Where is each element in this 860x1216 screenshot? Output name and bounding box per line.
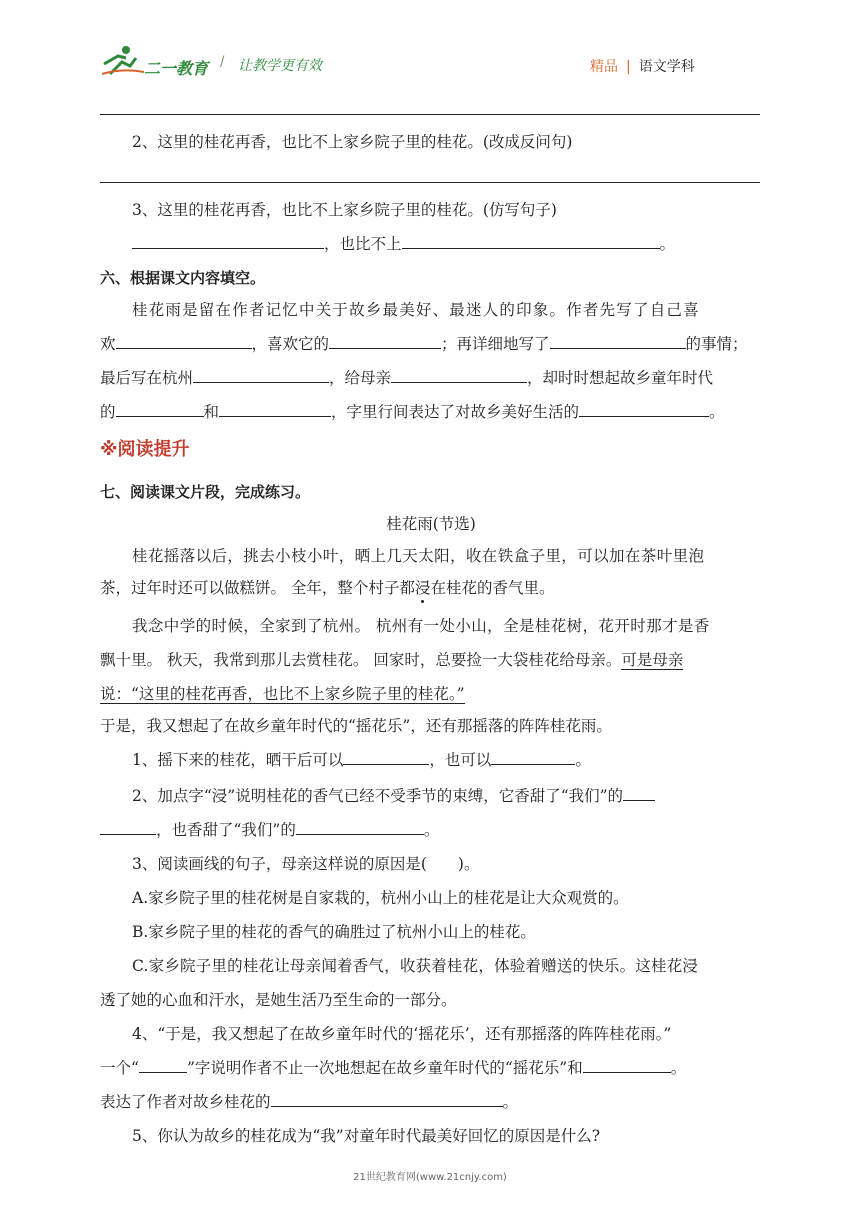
sec6-line2 — [100, 334, 762, 354]
q3-option-a[interactable]: A.家乡院子里的桂花树是自家栽的，杭州小山上的桂花是让大众观赏的。 — [132, 889, 629, 907]
q3-option-c[interactable]: C.家乡院子里的桂花让母亲闻着香气，收获着桂花，体验着赠送的快乐。这桂花浸 — [132, 957, 699, 975]
text: 一个“ — [100, 1059, 139, 1077]
q3-option-c-cont: 透了她的心血和汗水，是她生活乃至生命的一部分。 — [100, 991, 457, 1009]
sec6-line1: 桂花雨是留在作者记忆中关于故乡最美好、最迷人的印象。作者先写了自己喜 — [132, 301, 700, 319]
blank[interactable] — [193, 368, 329, 383]
text: ，喜欢它的 — [251, 335, 330, 353]
q5-3-fill — [132, 234, 794, 254]
q3-option-b[interactable]: B.家乡院子里的桂花的香气的确胜过了杭州小山上的桂花。 — [132, 923, 536, 941]
answer-line — [100, 182, 760, 183]
q4-line2 — [100, 1058, 762, 1078]
blank[interactable] — [550, 334, 686, 349]
blank[interactable] — [296, 820, 424, 835]
passage-p1a: 桂花摇落以后，挑去小枝小叶，晒上几天太阳，收在铁盒子里，可以加在茶叶里泡 — [132, 547, 705, 565]
answer-line — [100, 114, 760, 115]
header-right — [590, 56, 695, 76]
q4-line3 — [100, 1092, 762, 1112]
blank[interactable] — [132, 234, 324, 249]
text: 。 — [670, 1059, 687, 1077]
reading-section-title: ※阅读提升 — [100, 439, 190, 460]
blank[interactable] — [623, 786, 655, 801]
page-footer: 21世纪教育网(www.21cnjy.com) — [353, 1172, 507, 1183]
text: 和 — [203, 403, 220, 421]
passage-p2c — [100, 684, 762, 704]
blank[interactable] — [116, 402, 204, 417]
sec6-line4 — [100, 402, 762, 422]
text: ，给母亲 — [329, 369, 392, 387]
text: ，字里行间表达了对故乡美好生活的 — [331, 403, 580, 421]
text: ”字说明作者不止一次地想起在故乡童年时代的“摇花乐”和 — [186, 1059, 583, 1077]
blank[interactable] — [391, 368, 527, 383]
passage-p3: 于是，我又想起了在故乡童年时代的“摇花乐”，还有那摇落的阵阵桂花雨。 — [100, 717, 612, 735]
blank[interactable] — [579, 402, 709, 417]
text: 1、摇下来的桂花，晒干后可以 — [132, 751, 344, 769]
text: ；再详细地写了 — [441, 335, 550, 353]
text: 飘十里。 秋天，我常到那儿去赏桂花。 回家时，总要捡一大袋桂花给母亲。 — [100, 651, 622, 669]
blank[interactable] — [100, 820, 156, 835]
text: 的 — [100, 403, 116, 421]
passage-p2b — [100, 650, 762, 670]
q2-line2 — [100, 820, 762, 840]
blank[interactable] — [139, 1058, 187, 1073]
text: 的事情； — [685, 335, 748, 353]
q5-3: 3、这里的桂花再香，也比不上家乡院子里的桂花。(仿写句子) — [132, 201, 557, 219]
header-slogan: 让教学更有效 — [238, 58, 322, 74]
quality-tag: 精品 — [590, 59, 618, 75]
blank[interactable] — [583, 1058, 671, 1073]
logo-text: 二一教育 — [144, 59, 209, 78]
q5: 5、你认为故乡的桂花成为“我”对童年时代最美好回忆的原因是什么? — [132, 1127, 601, 1145]
subject-tag: 语文学科 — [638, 59, 695, 75]
text: ，也香甜了“我们”的 — [156, 821, 296, 839]
text: 。 — [709, 403, 725, 421]
blank[interactable] — [329, 334, 441, 349]
blank[interactable] — [343, 750, 429, 765]
blank[interactable] — [116, 334, 252, 349]
runner-logo-icon — [100, 44, 144, 78]
section-7-title: 七、阅读课文片段，完成练习。 — [100, 483, 311, 501]
text: 最后写在杭州 — [100, 369, 194, 387]
header-slash: / — [220, 54, 225, 71]
fill-text: ，也比不上 — [324, 235, 402, 253]
blank[interactable] — [271, 1092, 503, 1107]
passage-title: 桂花雨(节选) — [386, 515, 476, 533]
q3-stem: 3、阅读画线的句子，母亲这样说的原因是( )。 — [132, 855, 480, 873]
text: 欢 — [100, 335, 116, 353]
text: 茶，过年时还可以做糕饼。 全年，整个村子都 — [100, 579, 415, 597]
section-6-title: 六、根据课文内容填空。 — [100, 269, 266, 287]
text: 表达了作者对故乡桂花的 — [100, 1093, 271, 1111]
text: ，却时时想起故乡童年时代 — [527, 369, 714, 387]
fill-text: 。 — [659, 235, 676, 253]
text: 在桂花的香气里。 — [430, 579, 555, 597]
q5-2: 2、这里的桂花再香，也比不上家乡院子里的桂花。(改成反问句) — [132, 133, 573, 151]
text: 2、加点字“浸”说明桂花的香气已经不受季节的束缚，它香甜了“我们”的 — [132, 787, 624, 805]
q4-line1: 4、“于是，我又想起了在故乡童年时代的‘摇花乐’，还有那摇落的阵阵桂花雨。” — [132, 1025, 672, 1043]
passage-p1b — [100, 578, 762, 598]
blank[interactable] — [491, 750, 575, 765]
blank[interactable] — [219, 402, 331, 417]
q1 — [132, 750, 794, 770]
header-separator: | — [626, 59, 631, 75]
sec6-line3 — [100, 368, 762, 388]
q2-line1 — [132, 786, 794, 806]
text: 。 — [423, 821, 440, 839]
text: 。 — [575, 751, 591, 769]
blank[interactable] — [402, 234, 660, 249]
underlined-text: 可是母亲 — [621, 651, 684, 669]
dotted-char: 浸 — [414, 579, 431, 597]
underlined-text: 说：“这里的桂花再香，也比不上家乡院子里的桂花。” — [100, 685, 465, 703]
text: 。 — [502, 1093, 519, 1111]
passage-p2a: 我念中学的时候，全家到了杭州。 杭州有一处小山，全是桂花树，花开时那才是香 — [132, 617, 710, 635]
text: ，也可以 — [429, 751, 492, 769]
